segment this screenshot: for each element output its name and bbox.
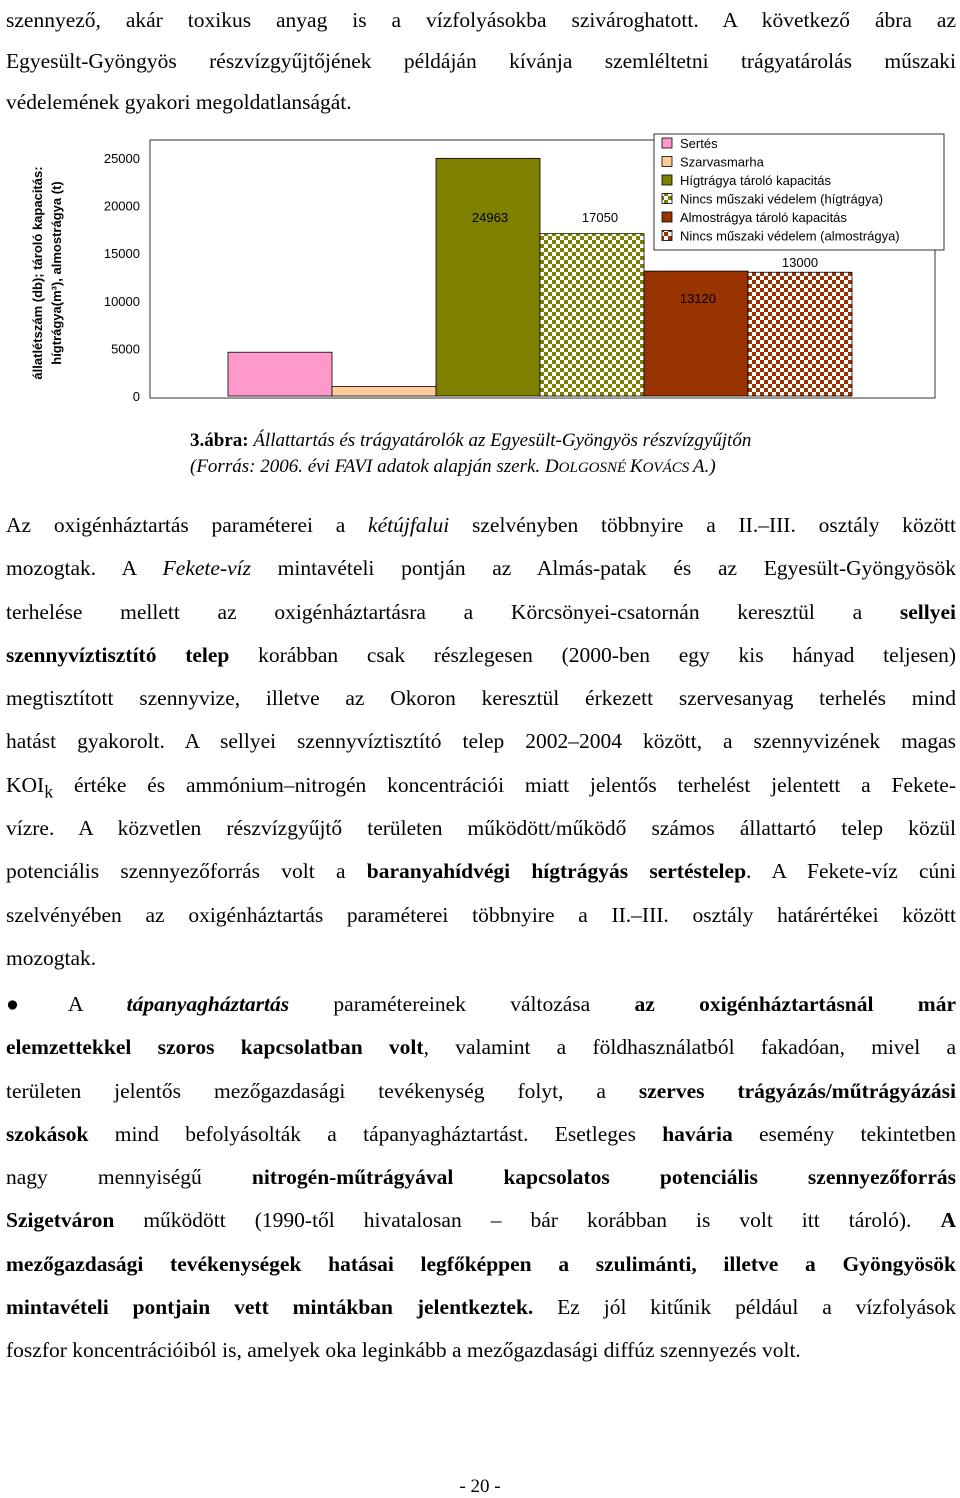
text-line [6, 983, 956, 1026]
bar-data-label: 13000 [781, 255, 819, 270]
y-axis-ticks [104, 151, 140, 404]
y-tick-label: 10000 [103, 293, 140, 309]
text-italic: kétújfalui [368, 513, 450, 537]
paragraph-oxygen [6, 504, 956, 980]
text-run: paramétereinek változása [289, 992, 635, 1016]
legend-entry: Almostrágya tároló kapacitás [680, 210, 847, 225]
y-tick-label: 25000 [103, 151, 140, 166]
text-run: értéke és ammónium–nitrogén koncentrációi miatt jelentős terhelést jelentett a Fekete- [53, 772, 956, 797]
text-run: korábban csak részlegesen (2000-ben egy kis hányad teljesen) [229, 642, 956, 667]
legend-entry: Hígtrágya tároló kapacitás [680, 173, 832, 188]
bar-chart [0, 0, 960, 420]
text-run: területen jelentős mezőgazdasági tevékenység folyt, a [6, 1078, 639, 1103]
bullet-icon: ● [6, 992, 19, 1016]
y-tick-label: 20000 [103, 198, 140, 214]
caption-author-smallcaps: OVÁCS [642, 460, 694, 476]
text-line [6, 504, 956, 547]
intro-line: szennyező, akár toxikus anyag is a vízfolyásokba szivároghatott. A következő ábra az [6, 8, 956, 32]
text-line [6, 1199, 956, 1242]
text-run: KOI [6, 772, 45, 797]
text-line [6, 1286, 956, 1329]
text-bold: elemzettekkel szoros kapcsolatban volt [6, 1035, 424, 1060]
text-bold: szennyvíztisztító telep [6, 642, 230, 667]
text-line [6, 591, 956, 634]
y-axis-label-line: állatlétszám (db); tároló kapacitás: [30, 166, 45, 380]
legend-swatch [662, 231, 672, 241]
text-run: esemény tekintetben [732, 1121, 956, 1146]
bar-data-label: 13120 [679, 291, 717, 306]
caption-title: Állattartás és trágyatárolók az Egyesült-Gyöngyös részvízgyűjtőn [248, 430, 752, 451]
text-run: terhelése mellett az oxigénháztartásra a Körcsönyei-csatornán keresztül a [6, 599, 900, 624]
figure-caption [190, 428, 890, 481]
text-line [6, 634, 956, 677]
legend-entry: Szarvasmarha [680, 154, 764, 170]
caption-source-text: (Forrás: 2006. évi FAVI adatok alapján szerk. [190, 456, 545, 477]
paragraph-nutrients [6, 983, 956, 1373]
bar [644, 271, 748, 396]
intro-line: védelemének gyakori megoldatlanságát. [6, 90, 352, 114]
intro-line: Egyesült-Gyöngyös részvízgyűjtőjének példáján kívánja szemléltetni trágyatárolás műszaki [6, 49, 956, 73]
text-run: mind befolyásolták a tápanyagháztartást. Esetleges [88, 1121, 663, 1146]
legend-swatch [662, 138, 672, 148]
y-axis-label-line: hígtrágya(m³), almostrágya (t) [49, 181, 64, 365]
text-bold: baranyahídvégi hígtrágyás sertéstelep [366, 859, 747, 884]
text-bold: A [940, 1208, 956, 1233]
bar [228, 352, 332, 396]
text-line [6, 547, 956, 590]
text-line [6, 1070, 956, 1113]
text-line: hatást gyakorolt. A sellyei szennyvíztisztító telep 2002–2004 között, a szennyvizének magas [6, 729, 956, 754]
text-line [6, 850, 956, 893]
caption-label: 3.ábra: [190, 430, 249, 451]
text-line: foszfor koncentrációiból is, amelyek oka leginkább a mezőgazdasági diffúz szennyezés volt. [6, 1338, 801, 1363]
text-bold: szokások [6, 1121, 89, 1146]
caption-source [190, 454, 890, 481]
caption-author-smallcaps: OLGOSNÉ [558, 460, 630, 476]
text-run: mintavételi pontján az Almás-patak és az Egyesült-Gyöngyösök [251, 556, 956, 581]
y-tick-label: 0 [132, 389, 140, 404]
text-run: Ez jól kitűnik például a vízfolyások [533, 1295, 956, 1320]
page-number: - 20 - [459, 1476, 501, 1497]
bar [540, 234, 644, 396]
text-line [6, 1026, 956, 1069]
y-tick-label: 5000 [111, 341, 140, 357]
text-run: szelvényben többnyire a II.–III. osztály között [449, 513, 956, 537]
legend-swatch [662, 212, 672, 222]
bar [748, 272, 852, 396]
text-bold: mezőgazdasági tevékenységek hatásai legfőképpen a szulimánti, illetve a Gyöngyösök [6, 1251, 956, 1276]
bar-data-label: 24963 [471, 210, 509, 225]
legend-swatch [662, 157, 672, 167]
legend-entry: Sertés [680, 136, 718, 151]
bar-data-label: 17050 [581, 210, 619, 225]
text-bold: Szigetváron [6, 1208, 115, 1233]
caption-line [190, 428, 890, 454]
text-line: mozogtak. [6, 945, 97, 970]
y-tick-label: 15000 [103, 246, 140, 262]
chart-legend [654, 134, 944, 250]
text-bold: nitrogén-műtrágyával kapcsolatos potenciális szennyezőforrás [251, 1165, 956, 1190]
caption-author-initial: D [544, 456, 559, 477]
text-line [6, 1156, 956, 1199]
text-italic: Fekete-víz [162, 556, 251, 581]
text-subscript: k [44, 781, 54, 802]
bar [436, 158, 540, 396]
legend-entry: Nincs műszaki védelem (hígtrágya) [680, 191, 884, 207]
bar [332, 386, 436, 396]
text-line: vízre. A közvetlen részvízgyűjtő területen működött/működő számos állattartó telep közül [6, 816, 956, 841]
text-run: nagy mennyiségű [6, 1165, 252, 1190]
legend-entry: Nincs műszaki védelem (almostrágya) [680, 228, 900, 244]
text-bold: mintavételi pontjain vett mintákban jelentkeztek. [6, 1295, 534, 1320]
text-bold: az oxigénháztartásnál már [634, 992, 956, 1016]
text-line [6, 764, 956, 807]
text-line [6, 1243, 956, 1286]
caption-author-initial: A.) [693, 456, 716, 477]
text-run: , valamint a földhasználatból fakadóan, mivel a [423, 1035, 956, 1060]
text-line [6, 1113, 956, 1156]
text-line: megtisztított szennyvize, illetve az Okoron keresztül érkezett szervesanyag terhelés mind [6, 686, 956, 711]
text-run: Az oxigénháztartás paraméterei a [6, 513, 369, 537]
text-bold: havária [662, 1121, 733, 1146]
legend-swatch [662, 175, 672, 185]
legend-swatch [662, 194, 672, 204]
text-run: mozogtak. A [6, 556, 163, 581]
text-bold-italic: tápanyagháztartás [126, 992, 290, 1016]
text-run: potenciális szennyezőforrás volt a [6, 859, 367, 884]
text-bold: sellyei [899, 599, 956, 624]
text-run: működött (1990-től hivatalosan – bár korábban is volt itt tároló). [114, 1208, 941, 1233]
text-run: A [68, 992, 127, 1016]
caption-author-initial: K [629, 456, 643, 477]
text-line: szelvényében az oxigénháztartás paraméterei többnyire a II.–III. osztály határértékei között [6, 902, 956, 927]
text-bold: szerves trágyázás/műtrágyázási [638, 1078, 956, 1103]
text-run: . A Fekete-víz cúni [746, 859, 957, 884]
